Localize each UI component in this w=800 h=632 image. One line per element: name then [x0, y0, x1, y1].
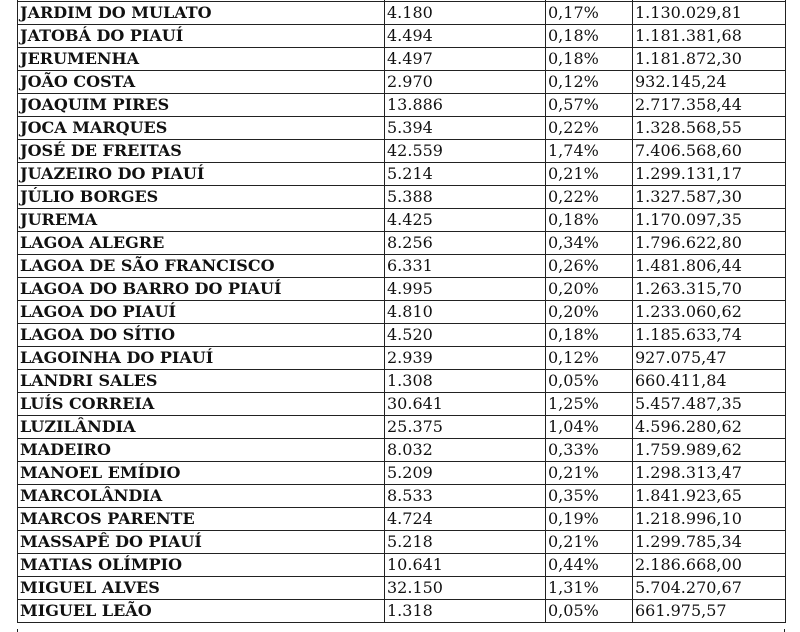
- amount-cell: 1.185.633,74: [633, 324, 786, 347]
- table-row: [18, 324, 786, 347]
- population-cell: 4.494: [385, 25, 546, 48]
- amount-cell: 1.298.313,47: [633, 462, 786, 485]
- percentage-cell: 0,57%: [546, 94, 633, 117]
- municipality-name-cell: JOCA MARQUES: [18, 117, 385, 140]
- percentage-cell: 0,22%: [546, 117, 633, 140]
- table-row: [18, 485, 786, 508]
- municipality-name-cell: LAGOA ALEGRE: [18, 232, 385, 255]
- municipality-name-cell: LAGOA DO PIAUÍ: [18, 301, 385, 324]
- municipality-table: [17, 0, 786, 623]
- population-cell: 8.533: [385, 485, 546, 508]
- municipality-name-cell: LAGOA DO BARRO DO PIAUÍ: [18, 278, 385, 301]
- municipality-name-cell: LAGOINHA DO PIAUÍ: [18, 347, 385, 370]
- population-cell: 32.150: [385, 577, 546, 600]
- municipality-name-cell: MADEIRO: [18, 439, 385, 462]
- amount-cell: 1.328.568,55: [633, 117, 786, 140]
- table-row: [18, 370, 786, 393]
- table-row: [18, 48, 786, 71]
- municipality-name-cell: LANDRI SALES: [18, 370, 385, 393]
- percentage-cell: 0,35%: [546, 485, 633, 508]
- table-row: [18, 531, 786, 554]
- table-body: [18, 0, 786, 623]
- population-cell: 5.218: [385, 531, 546, 554]
- amount-cell: 660.411,84: [633, 370, 786, 393]
- amount-cell: 5.704.270,67: [633, 577, 786, 600]
- municipality-name-cell: JUAZEIRO DO PIAUÍ: [18, 163, 385, 186]
- amount-cell: 1.327.587,30: [633, 186, 786, 209]
- table-row: [18, 508, 786, 531]
- population-cell: 8.256: [385, 232, 546, 255]
- percentage-cell: 0,21%: [546, 163, 633, 186]
- municipality-name-cell: JOAQUIM PIRES: [18, 94, 385, 117]
- amount-cell: 1.299.785,34: [633, 531, 786, 554]
- municipality-name-cell: MANOEL EMÍDIO: [18, 462, 385, 485]
- table-row: [18, 163, 786, 186]
- municipality-name-cell: LUZILÂNDIA: [18, 416, 385, 439]
- population-cell: 42.559: [385, 140, 546, 163]
- table-row: [18, 2, 786, 25]
- population-cell: 5.209: [385, 462, 546, 485]
- population-cell: 1.318: [385, 600, 546, 623]
- table-row: [18, 186, 786, 209]
- population-cell: 1.308: [385, 370, 546, 393]
- municipality-name-cell: JARDIM DO MULATO: [18, 2, 385, 25]
- municipality-name-cell: JOSÉ DE FREITAS: [18, 140, 385, 163]
- table-row: [18, 140, 786, 163]
- amount-cell: 1.481.806,44: [633, 255, 786, 278]
- amount-cell: 1.299.131,17: [633, 163, 786, 186]
- population-cell: 8.032: [385, 439, 546, 462]
- percentage-cell: 0,18%: [546, 324, 633, 347]
- table-row: [18, 439, 786, 462]
- amount-cell: 1.759.989,62: [633, 439, 786, 462]
- municipality-name-cell: MATIAS OLÍMPIO: [18, 554, 385, 577]
- amount-cell: 927.075,47: [633, 347, 786, 370]
- population-cell: 25.375: [385, 416, 546, 439]
- municipality-name-cell: LUÍS CORREIA: [18, 393, 385, 416]
- percentage-cell: 1,04%: [546, 416, 633, 439]
- percentage-cell: 0,18%: [546, 48, 633, 71]
- population-cell: 4.520: [385, 324, 546, 347]
- percentage-cell: 1,25%: [546, 393, 633, 416]
- percentage-cell: 0,12%: [546, 71, 633, 94]
- table-row: [18, 416, 786, 439]
- amount-cell: 932.145,24: [633, 71, 786, 94]
- percentage-cell: 0,33%: [546, 439, 633, 462]
- amount-cell: 661.975,57: [633, 600, 786, 623]
- percentage-cell: 0,17%: [546, 2, 633, 25]
- population-cell: 5.214: [385, 163, 546, 186]
- percentage-cell: 0,18%: [546, 25, 633, 48]
- population-cell: 4.810: [385, 301, 546, 324]
- table-row: [18, 554, 786, 577]
- percentage-cell: 0,34%: [546, 232, 633, 255]
- percentage-cell: 0,26%: [546, 255, 633, 278]
- percentage-cell: 1,74%: [546, 140, 633, 163]
- amount-cell: 7.406.568,60: [633, 140, 786, 163]
- amount-cell: 2.717.358,44: [633, 94, 786, 117]
- percentage-cell: 0,18%: [546, 209, 633, 232]
- population-cell: 10.641: [385, 554, 546, 577]
- municipality-name-cell: JERUMENHA: [18, 48, 385, 71]
- percentage-cell: 0,20%: [546, 301, 633, 324]
- table-row: [18, 117, 786, 140]
- table-row: [18, 600, 786, 623]
- percentage-cell: 0,19%: [546, 508, 633, 531]
- percentage-cell: 0,21%: [546, 531, 633, 554]
- table-row: [18, 577, 786, 600]
- population-cell: 13.886: [385, 94, 546, 117]
- municipality-table-container: [17, 0, 785, 623]
- amount-cell: 1.233.060,62: [633, 301, 786, 324]
- table-row: [18, 71, 786, 94]
- population-cell: 2.939: [385, 347, 546, 370]
- municipality-name-cell: JATOBÁ DO PIAUÍ: [18, 25, 385, 48]
- table-row: [18, 278, 786, 301]
- percentage-cell: 0,21%: [546, 462, 633, 485]
- population-cell: 4.995: [385, 278, 546, 301]
- population-cell: 4.425: [385, 209, 546, 232]
- amount-cell: 1.841.923,65: [633, 485, 786, 508]
- percentage-cell: 0,44%: [546, 554, 633, 577]
- population-cell: 30.641: [385, 393, 546, 416]
- table-row: [18, 94, 786, 117]
- percentage-cell: 0,12%: [546, 347, 633, 370]
- percentage-cell: 0,05%: [546, 600, 633, 623]
- municipality-name-cell: JÚLIO BORGES: [18, 186, 385, 209]
- population-cell: 5.394: [385, 117, 546, 140]
- amount-cell: 1.218.996,10: [633, 508, 786, 531]
- table-row: [18, 301, 786, 324]
- municipality-name-cell: MARCOLÂNDIA: [18, 485, 385, 508]
- amount-cell: 1.263.315,70: [633, 278, 786, 301]
- municipality-name-cell: MARCOS PARENTE: [18, 508, 385, 531]
- population-cell: 4.724: [385, 508, 546, 531]
- percentage-cell: 0,05%: [546, 370, 633, 393]
- amount-cell: 2.186.668,00: [633, 554, 786, 577]
- population-cell: 4.180: [385, 2, 546, 25]
- municipality-name-cell: LAGOA DE SÃO FRANCISCO: [18, 255, 385, 278]
- municipality-name-cell: MIGUEL ALVES: [18, 577, 385, 600]
- population-cell: 4.497: [385, 48, 546, 71]
- amount-cell: 1.796.622,80: [633, 232, 786, 255]
- population-cell: 2.970: [385, 71, 546, 94]
- amount-cell: 1.130.029,81: [633, 2, 786, 25]
- municipality-name-cell: LAGOA DO SÍTIO: [18, 324, 385, 347]
- amount-cell: 1.181.381,68: [633, 25, 786, 48]
- table-row: [18, 347, 786, 370]
- table-row: [18, 209, 786, 232]
- table-row: [18, 462, 786, 485]
- municipality-name-cell: MIGUEL LEÃO: [18, 600, 385, 623]
- table-row: [18, 255, 786, 278]
- population-cell: 6.331: [385, 255, 546, 278]
- amount-cell: 1.170.097,35: [633, 209, 786, 232]
- percentage-cell: 0,20%: [546, 278, 633, 301]
- population-cell: 5.388: [385, 186, 546, 209]
- amount-cell: 1.181.872,30: [633, 48, 786, 71]
- municipality-name-cell: JUREMA: [18, 209, 385, 232]
- municipality-name-cell: JOÃO COSTA: [18, 71, 385, 94]
- table-row: [18, 393, 786, 416]
- table-row: [18, 232, 786, 255]
- percentage-cell: 1,31%: [546, 577, 633, 600]
- municipality-name-cell: MASSAPÊ DO PIAUÍ: [18, 531, 385, 554]
- amount-cell: 5.457.487,35: [633, 393, 786, 416]
- table-row: [18, 25, 786, 48]
- percentage-cell: 0,22%: [546, 186, 633, 209]
- amount-cell: 4.596.280,62: [633, 416, 786, 439]
